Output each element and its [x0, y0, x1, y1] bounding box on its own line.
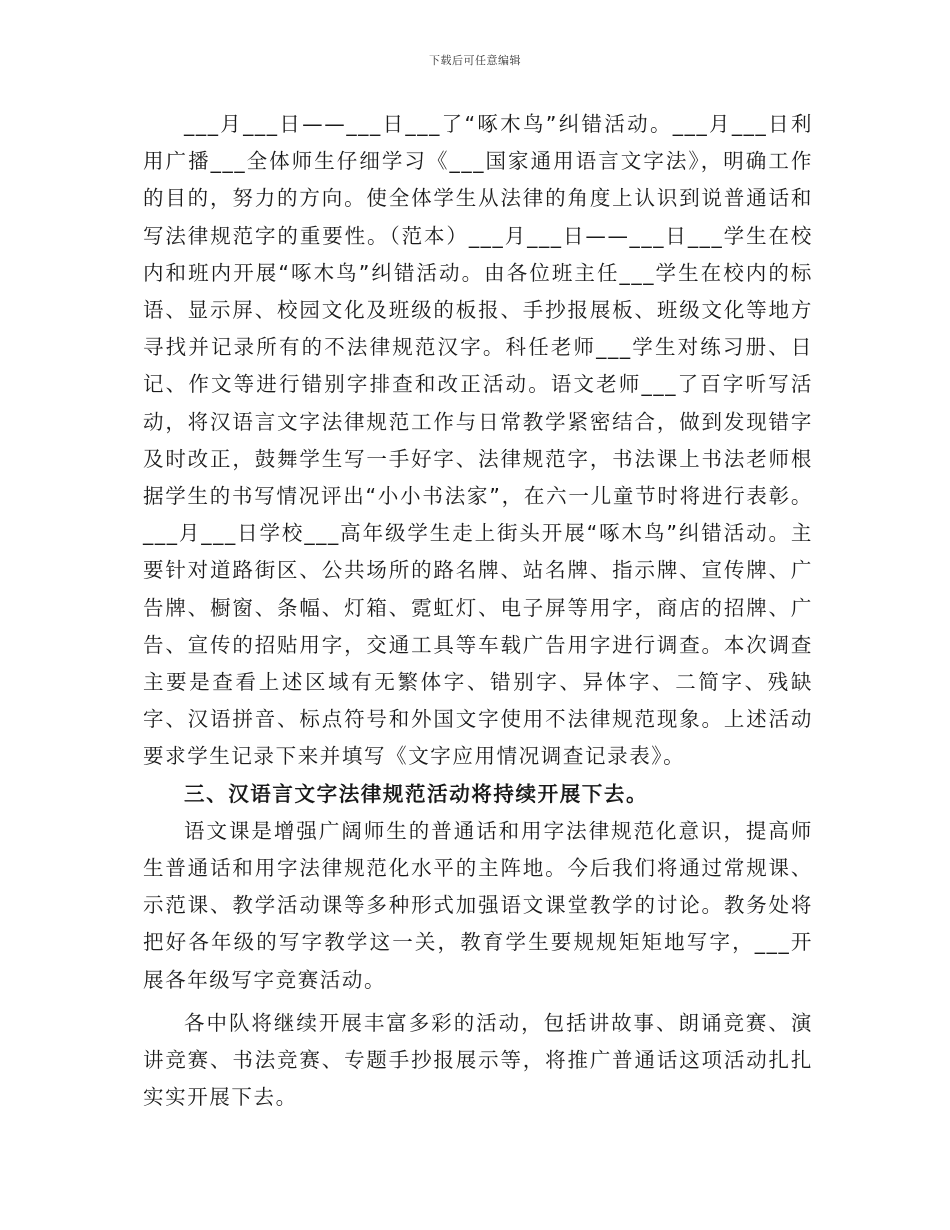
section-heading-3: 三、汉语言文字法律规范活动将持续开展下去。	[184, 781, 649, 806]
page-header: 下载后可任意编辑	[429, 54, 521, 67]
paragraph-activities: ___月___日——___日___了“啄木鸟”纠错活动。___月___日利用广播___全体师生仔细学习《___国家通用语言文字法》，明确工作的目的，努力的方向。使全体学生从法律的角度上认识到说普通话和写法律规范字的重要性。（范本）___月___日——___日___学生在校内和班内开展“啄木鸟”纠错活动。由各位班主任___学生在校内的标语、显示屏、校园文化及班级的板报、手抄报展板、班级文化等地方寻找并记录所有的不法律规范汉字。科任老师___学生对练习册、日记、作文等进行错别字排查和改正活动。语文老师___了百字听写活动，将汉语言文字法律规范工作与日常教学紧密结合，做到发现错字及时改正，鼓舞学生写一手好字、法律规范字，书法课上书法老师根据学生的书写情况评出“小小书法家”，在六一儿童节时将进行表彰。___月___日学校___高年级学生走上街头开展“啄木鸟”纠错活动。主要针对道路街区、公共场所的路名牌、站名牌、指示牌、宣传牌、广告牌、橱窗、条幅、灯箱、霓虹灯、电子屏等用字，商店的招牌、广告、宣传的招贴用字，交通工具等车载广告用字进行调查。本次调查主要是查看上述区域有无繁体字、错别字、异体字、二简字、残缺字、汉语拼音、标点符号和外国文字使用不法律规范现象。上述活动要求学生记录下来并填写《文字应用情况调查记录表》。	[143, 112, 813, 769]
document-body	[143, 106, 813, 1116]
paragraph-chinese-class: 语文课是增强广阔师生的普通话和用字法律规范化意识，提高师生普通话和用字法律规范化水平的主阵地。今后我们将通过常规课、示范课、教学活动课等多种形式加强语文课堂教学的讨论。教务处将把好各年级的写字教学这一关，教育学生要规规矩矩地写字，___开展各年级写字竞赛活动。	[143, 818, 813, 992]
paragraph-squad-activities: 各中队将继续开展丰富多彩的活动，包括讲故事、朗诵竞赛、演讲竞赛、书法竞赛、专题手抄报展示等，将推广普通话这项活动扎扎实实开展下去。	[143, 1010, 813, 1110]
